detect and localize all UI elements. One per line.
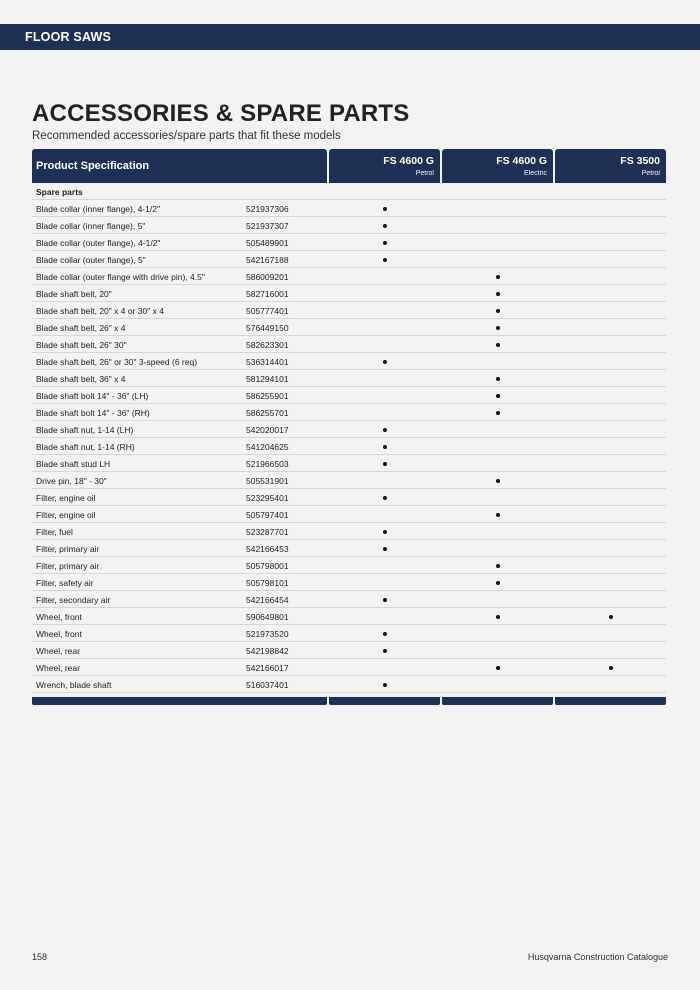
fit-indicator-dot (383, 241, 387, 245)
table-footer-bar (442, 697, 553, 705)
page-title: ACCESSORIES & SPARE PARTS (32, 100, 410, 127)
part-number: 523287701 (246, 527, 289, 537)
fit-indicator-dot (383, 445, 387, 449)
fit-indicator-dot (383, 428, 387, 432)
part-description: Filter, primary air (36, 544, 100, 554)
part-number: 542166454 (246, 595, 289, 605)
part-description: Blade shaft belt, 26" 30" (36, 340, 127, 350)
part-description: Blade collar (inner flange), 4-1/2" (36, 204, 160, 214)
part-description: Drive pin, 18" - 30" (36, 476, 107, 486)
table-row (32, 353, 666, 370)
fit-indicator-dot (496, 326, 500, 330)
fit-indicator-dot (383, 530, 387, 534)
table-row (32, 625, 666, 642)
part-description: Blade shaft belt, 20" (36, 289, 112, 299)
table-footer-bar (329, 697, 440, 705)
part-number: 505777401 (246, 306, 289, 316)
table-row (32, 438, 666, 455)
table-footer-bar (555, 697, 666, 705)
fit-indicator-dot (383, 462, 387, 466)
part-description: Wheel, front (36, 612, 82, 622)
table-row (32, 285, 666, 302)
part-number: 505531901 (246, 476, 289, 486)
spec-column-header (32, 149, 327, 183)
table-row (32, 540, 666, 557)
part-number: 523295401 (246, 493, 289, 503)
part-description: Filter, fuel (36, 527, 73, 537)
part-description: Filter, engine oil (36, 510, 96, 520)
table-row (32, 268, 666, 285)
section-label: Spare parts (36, 187, 83, 197)
table-row (32, 455, 666, 472)
fit-indicator-dot (383, 649, 387, 653)
part-description: Blade shaft bolt 14" - 36" (RH) (36, 408, 150, 418)
part-description: Filter, engine oil (36, 493, 96, 503)
table-footer-bar (32, 697, 327, 705)
part-number: 542166017 (246, 663, 289, 673)
part-description: Blade shaft nut, 1-14 (LH) (36, 425, 134, 435)
model-column-header-2 (442, 149, 553, 183)
table-row (32, 557, 666, 574)
fit-indicator-dot (496, 292, 500, 296)
part-number: 582623301 (246, 340, 289, 350)
fit-indicator-dot (496, 581, 500, 585)
part-description: Blade collar (inner flange), 5" (36, 221, 146, 231)
table-row (32, 659, 666, 676)
part-number: 505489901 (246, 238, 289, 248)
catalogue-name: Husqvarna Construction Catalogue (527, 952, 668, 962)
table-row (32, 574, 666, 591)
model-name: FS 4600 G (383, 155, 434, 167)
model-fuel: Electric (524, 170, 547, 177)
part-number: 536314401 (246, 357, 289, 367)
table-row (32, 472, 666, 489)
table-row (32, 506, 666, 523)
table-row (32, 642, 666, 659)
part-description: Blade collar (outer flange), 5" (36, 255, 146, 265)
fit-indicator-dot (383, 207, 387, 211)
part-number: 541204625 (246, 442, 289, 452)
table-row (32, 302, 666, 319)
part-number: 521966503 (246, 459, 289, 469)
part-description: Blade shaft belt, 26" or 30" 3-speed (6 req) (36, 357, 198, 367)
fit-indicator-dot (383, 360, 387, 364)
parts-table (32, 183, 666, 693)
part-description: Filter, secondary air (36, 595, 111, 605)
part-number: 521973520 (246, 629, 289, 639)
part-number: 542167188 (246, 255, 289, 265)
table-row (32, 217, 666, 234)
fit-indicator-dot (383, 632, 387, 636)
model-name: FS 4600 G (496, 155, 547, 167)
part-number: 521937307 (246, 221, 289, 231)
fit-indicator-dot (496, 666, 500, 670)
part-number: 542166453 (246, 544, 289, 554)
model-column-header-3 (555, 149, 666, 183)
part-description: Wheel, front (36, 629, 82, 639)
table-row (32, 676, 666, 693)
fit-indicator-dot (496, 309, 500, 313)
table-row (32, 404, 666, 421)
section-header-bar (0, 24, 700, 50)
model-column-header-1 (329, 149, 440, 183)
part-description: Blade shaft nut, 1-14 (RH) (36, 442, 135, 452)
part-description: Wheel, rear (36, 646, 80, 656)
model-name: FS 3500 (620, 155, 660, 167)
table-row (32, 234, 666, 251)
spec-header-label: Product Specification (36, 160, 150, 172)
table-row (32, 251, 666, 268)
part-description: Filter, safety air (36, 578, 94, 588)
part-number: 582716001 (246, 289, 289, 299)
model-fuel: Petrol (641, 170, 660, 177)
fit-indicator-dot (496, 343, 500, 347)
fit-indicator-dot (383, 683, 387, 687)
part-number: 516037401 (246, 680, 289, 690)
fit-indicator-dot (496, 377, 500, 381)
table-row (32, 336, 666, 353)
part-description: Blade shaft belt, 20" x 4 or 30" x 4 (36, 306, 164, 316)
part-number: 542020017 (246, 425, 289, 435)
part-number: 586255701 (246, 408, 289, 418)
part-description: Blade collar (outer flange with drive pin), 4.5" (36, 272, 205, 282)
page-number: 158 (32, 952, 48, 962)
part-description: Blade shaft belt, 36" x 4 (36, 374, 126, 384)
part-number: 521937306 (246, 204, 289, 214)
part-number: 586009201 (246, 272, 289, 282)
fit-indicator-dot (496, 564, 500, 568)
part-number: 590649801 (246, 612, 289, 622)
part-description: Wrench, blade shaft (36, 680, 112, 690)
table-row (32, 319, 666, 336)
table-row (32, 421, 666, 438)
part-description: Blade shaft bolt 14" - 36" (LH) (36, 391, 149, 401)
fit-indicator-dot (383, 598, 387, 602)
table-row (32, 523, 666, 540)
fit-indicator-dot (496, 411, 500, 415)
part-number: 542198842 (246, 646, 289, 656)
fit-indicator-dot (609, 615, 613, 619)
part-description: Blade shaft belt, 26" x 4 (36, 323, 126, 333)
part-number: 581294101 (246, 374, 289, 384)
page-subtitle: Recommended accessories/spare parts that fit these models (32, 130, 341, 142)
table-row (32, 370, 666, 387)
part-number: 505798101 (246, 578, 289, 588)
part-description: Blade shaft stud LH (36, 459, 111, 469)
fit-indicator-dot (383, 547, 387, 551)
section-title: FLOOR SAWS (25, 30, 112, 44)
fit-indicator-dot (383, 496, 387, 500)
part-number: 505797401 (246, 510, 289, 520)
part-number: 586255901 (246, 391, 289, 401)
part-number: 576449150 (246, 323, 289, 333)
table-row (32, 608, 666, 625)
table-row (32, 489, 666, 506)
fit-indicator-dot (496, 513, 500, 517)
fit-indicator-dot (609, 666, 613, 670)
fit-indicator-dot (496, 275, 500, 279)
fit-indicator-dot (496, 615, 500, 619)
fit-indicator-dot (496, 394, 500, 398)
part-description: Wheel, rear (36, 663, 80, 673)
part-description: Filter, primary air (36, 561, 100, 571)
table-row (32, 591, 666, 608)
part-description: Blade collar (outer flange), 4-1/2" (36, 238, 161, 248)
fit-indicator-dot (496, 479, 500, 483)
section-row (32, 183, 666, 200)
part-number: 505798001 (246, 561, 289, 571)
fit-indicator-dot (383, 224, 387, 228)
model-fuel: Petrol (415, 170, 434, 177)
table-row (32, 200, 666, 217)
fit-indicator-dot (383, 258, 387, 262)
table-row (32, 387, 666, 404)
